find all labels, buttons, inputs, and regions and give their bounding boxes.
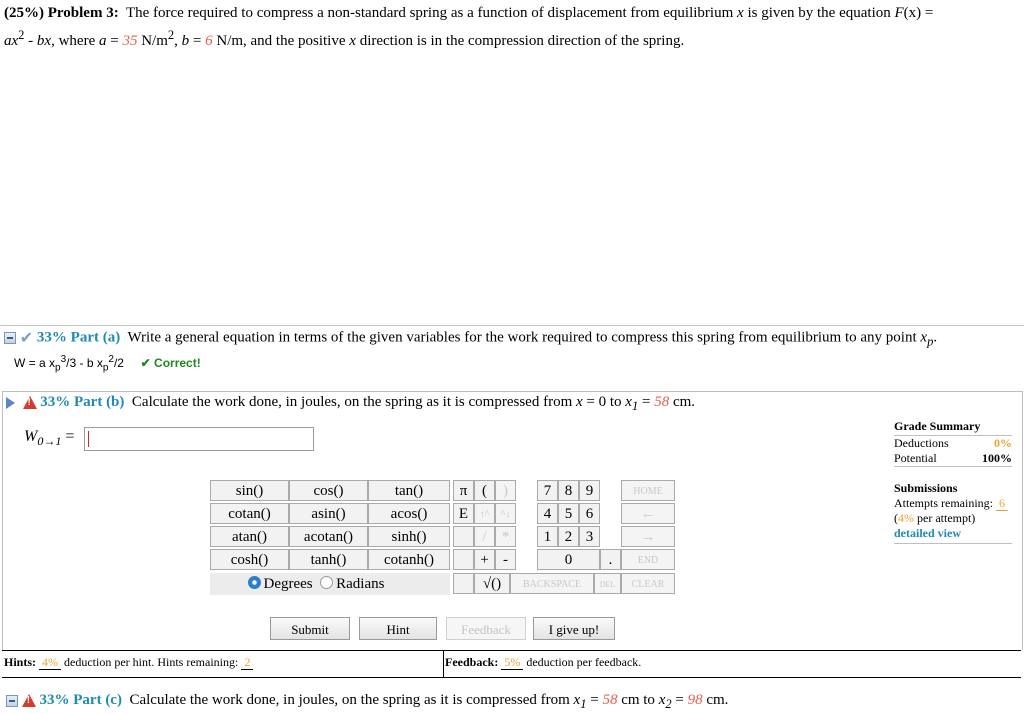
key-cosh[interactable]: cosh() — [210, 549, 289, 570]
warning-icon — [22, 694, 36, 707]
give-up-button[interactable]: I give up! — [533, 617, 615, 640]
key-8[interactable]: 8 — [558, 480, 579, 501]
degrees-label: Degrees — [263, 576, 313, 592]
part-a-answer — [14, 354, 201, 373]
term-bx: bx — [36, 33, 52, 49]
key-pi[interactable]: π — [453, 480, 474, 501]
problem-text: (x) = — [903, 5, 934, 21]
potential-row — [894, 451, 1012, 467]
part-a-percent: 33% — [36, 329, 67, 346]
key-4[interactable]: 4 — [537, 503, 558, 524]
hints-label: Hints: — [4, 655, 37, 669]
key-acos[interactable]: acos() — [368, 503, 450, 524]
radians-label: Radians — [336, 576, 385, 592]
potential-value: 100% — [982, 451, 1012, 465]
part-b-text: = 0 to — [586, 394, 622, 410]
key-acotan[interactable]: acotan() — [289, 526, 368, 547]
value-x2: 98 — [687, 692, 703, 708]
value-a: 35 — [122, 33, 138, 49]
key-plus[interactable]: + — [474, 549, 495, 570]
sub-p: p — [927, 334, 934, 349]
key-atan[interactable]: atan() — [210, 526, 289, 547]
key-home[interactable]: HOME — [621, 480, 675, 501]
answer-label — [24, 428, 74, 449]
problem-text: direction is in the compression direction of the spring. — [359, 33, 685, 49]
key-2[interactable]: 2 — [558, 526, 579, 547]
hints-feedback-bar — [2, 650, 1021, 678]
exponent: 2 — [167, 28, 175, 42]
key-clear[interactable]: CLEAR — [621, 573, 675, 594]
feedback-button[interactable]: Feedback — [446, 617, 526, 640]
feedback-info — [445, 655, 641, 670]
problem-statement — [4, 2, 1014, 52]
var-x2: x — [658, 692, 666, 708]
key-3[interactable]: 3 — [579, 526, 600, 547]
problem-text: , where — [51, 33, 96, 49]
attempts-label: Attempts remaining: — [894, 496, 993, 510]
equals: = — [65, 428, 75, 445]
minus-sign: - — [28, 33, 34, 49]
key-blank — [453, 573, 474, 594]
expand-arrow-icon[interactable] — [6, 397, 15, 409]
equals: = — [641, 394, 651, 410]
part-b-percent: 33% — [40, 394, 71, 410]
answer-sup: 3 — [60, 354, 67, 365]
key-multiply[interactable]: * — [495, 526, 516, 547]
key-blank — [453, 526, 474, 547]
var-x1: x — [573, 692, 581, 708]
part-a-header — [4, 328, 1019, 349]
value-x1: 58 — [602, 692, 618, 708]
potential-label: Potential — [894, 451, 937, 465]
check-icon: ✔ — [19, 330, 34, 347]
comma: , — [174, 33, 178, 49]
equals: = — [590, 692, 599, 708]
key-sinh[interactable]: sinh() — [368, 526, 450, 547]
correct-badge: ✔ Correct! — [140, 356, 201, 370]
problem-weight: (25%) — [4, 5, 44, 21]
key-right[interactable]: → — [621, 526, 675, 547]
var-x: x — [575, 394, 583, 410]
feedback-text: deduction per feedback. — [526, 655, 642, 669]
var-x: x — [349, 33, 356, 49]
key-9[interactable]: 9 — [579, 480, 600, 501]
var-x1: x — [625, 394, 632, 410]
key-left[interactable]: ← — [621, 503, 675, 524]
submissions-panel — [894, 481, 1012, 544]
hints-info — [4, 655, 253, 670]
deductions-row — [894, 436, 1012, 451]
key-blank — [453, 549, 474, 570]
deductions-label: Deductions — [894, 436, 949, 450]
submit-button[interactable]: Submit — [270, 617, 350, 640]
answer-expr: /2 — [113, 356, 124, 370]
hints-pct: 4% — [39, 655, 61, 670]
key-7[interactable]: 7 — [537, 480, 558, 501]
equals: = — [110, 33, 119, 49]
var-b: b — [181, 33, 190, 49]
per-attempt-text: per attempt) — [917, 511, 976, 525]
term-ax: ax — [4, 33, 19, 49]
var-a: a — [99, 33, 107, 49]
detailed-view-link[interactable]: detailed view — [894, 526, 961, 540]
key-cotan[interactable]: cotan() — [210, 503, 289, 524]
key-minus[interactable]: - — [495, 549, 516, 570]
key-cos[interactable]: cos() — [289, 480, 368, 501]
sub-1: 1 — [580, 697, 587, 711]
var-F: F — [894, 5, 904, 21]
part-b-header — [6, 394, 695, 414]
degrees-radio[interactable] — [248, 576, 261, 589]
key-cotanh[interactable]: cotanh() — [368, 549, 450, 570]
deductions-value: 0% — [994, 436, 1012, 450]
grade-summary-title: Grade Summary — [894, 419, 1012, 436]
key-del[interactable]: DEL — [594, 573, 621, 594]
exponent: 2 — [18, 28, 25, 42]
answer-sup: 2 — [108, 354, 114, 365]
part-c-text: Calculate the work done, in joules, on the spring as it is compressed from — [129, 692, 570, 708]
problem-text: is given by the equation — [747, 5, 891, 21]
paren: ( — [894, 511, 898, 525]
equals: = — [675, 692, 684, 708]
key-backspace[interactable]: BACKSPACE — [510, 573, 594, 594]
value-x1: 58 — [654, 394, 670, 410]
answer-expr: W = a x — [14, 356, 56, 370]
key-sin[interactable]: sin() — [210, 480, 289, 501]
key-down[interactable]: ^↓ — [495, 503, 516, 524]
part-c-header — [6, 692, 728, 712]
var-x: x — [737, 5, 744, 21]
key-5[interactable]: 5 — [558, 503, 579, 524]
part-b-label: Part (b) — [74, 394, 125, 410]
feedback-pct: 5% — [501, 655, 523, 670]
key-end[interactable]: END — [621, 549, 675, 570]
problem-label: Problem 3: — [47, 5, 119, 21]
attempts-value: 6 — [996, 496, 1008, 511]
var-xp: x — [920, 329, 928, 346]
answer-input[interactable] — [84, 427, 314, 451]
per-attempt-pct: 4% — [898, 511, 914, 525]
key-rparen[interactable]: ) — [495, 480, 516, 501]
unit: cm. — [672, 394, 696, 410]
warning-icon — [23, 396, 37, 409]
answer-sub: p — [55, 362, 61, 374]
key-sqrt[interactable]: √() — [474, 573, 510, 594]
problem-text: The force required to compress a non-standard spring as a function of displacement from equilibrium — [125, 5, 734, 21]
unit: cm. — [706, 692, 729, 708]
key-E[interactable]: E — [453, 503, 474, 524]
unit-a: N/m — [141, 33, 168, 49]
divider — [443, 651, 444, 677]
hints-text: deduction per hint. Hints remaining: — [64, 655, 239, 669]
unit-b: N/m, and the positive — [216, 33, 346, 49]
divider — [0, 325, 1024, 326]
part-c-label: Part (c) — [73, 692, 122, 708]
part-b-text: Calculate the work done, in joules, on the spring as it is compressed from — [131, 394, 573, 410]
hint-button[interactable]: Hint — [359, 617, 437, 640]
var-W: W — [24, 428, 38, 445]
key-6[interactable]: 6 — [579, 503, 600, 524]
key-1[interactable]: 1 — [537, 526, 558, 547]
part-a-text: Write a general equation in terms of the given variables for the work required to compress this spring from equilibrium to any point — [127, 329, 917, 346]
key-0[interactable]: 0 — [537, 549, 600, 570]
collapse-icon[interactable] — [4, 332, 16, 344]
sub-0to1: 0→1 — [37, 434, 62, 449]
answer-sub: p — [102, 362, 109, 374]
answer-expr: /3 - b x — [66, 356, 103, 370]
hints-remaining: 2 — [241, 655, 253, 670]
key-divide[interactable]: / — [474, 526, 495, 547]
angle-mode — [210, 573, 450, 595]
part-c-percent: 33% — [39, 692, 70, 708]
key-tanh[interactable]: tanh() — [289, 549, 368, 570]
equals: = — [192, 33, 202, 49]
submissions-title: Submissions — [894, 481, 958, 495]
key-lparen[interactable]: ( — [474, 480, 495, 501]
key-tan[interactable]: tan() — [368, 480, 450, 501]
collapse-icon[interactable] — [6, 695, 18, 707]
sub-2: 2 — [665, 697, 672, 711]
key-up[interactable]: ↑^ — [474, 503, 495, 524]
sub-1: 1 — [631, 399, 639, 413]
value-b: 6 — [205, 33, 213, 49]
radians-radio[interactable] — [320, 576, 333, 589]
key-dot[interactable]: . — [600, 549, 621, 570]
part-a-label: Part (a) — [70, 329, 121, 346]
feedback-label: Feedback: — [445, 655, 499, 669]
grade-summary — [894, 419, 1012, 467]
part-c-text: cm to — [621, 692, 655, 708]
key-asin[interactable]: asin() — [289, 503, 368, 524]
period: . — [933, 329, 938, 346]
